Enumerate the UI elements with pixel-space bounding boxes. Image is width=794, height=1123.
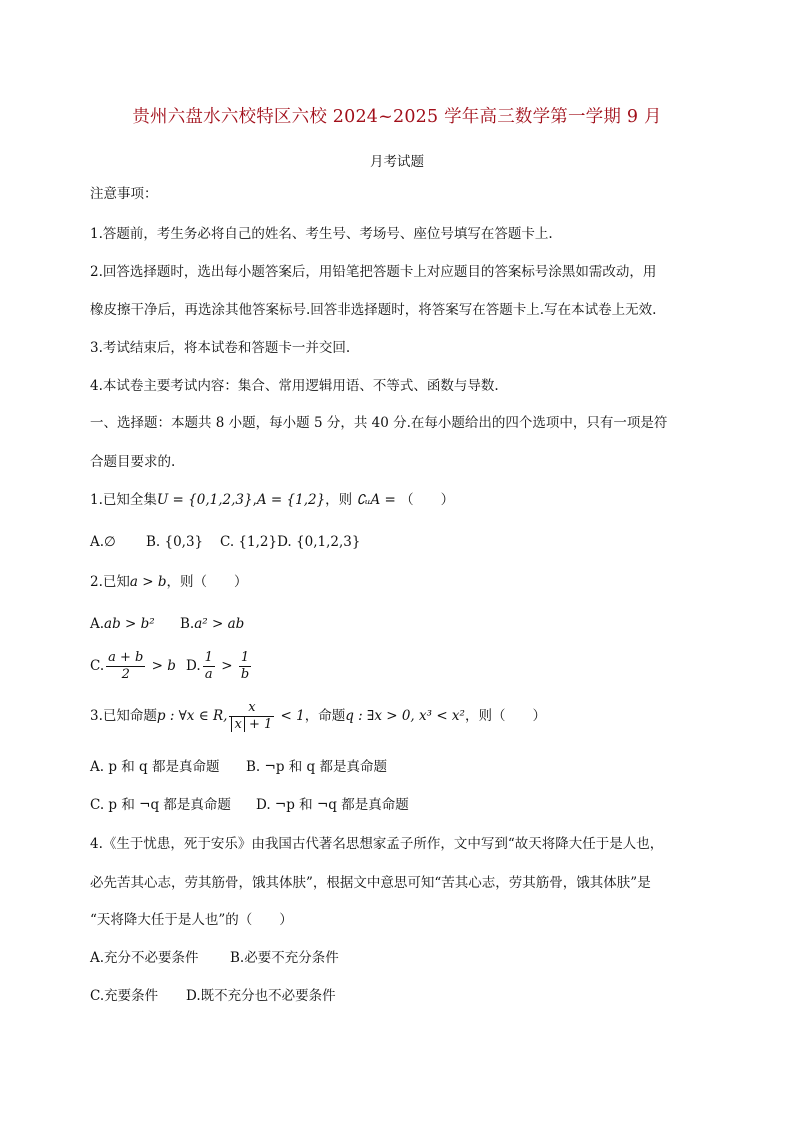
question-4-options-cd xyxy=(90,986,336,1006)
q2-option-d-fraction-2 xyxy=(239,650,251,683)
q2-option-a-label: A. xyxy=(90,616,105,632)
q3-fraction-numerator: x xyxy=(229,700,274,717)
q3-fraction xyxy=(229,700,274,733)
q4-option-b: B.必要不充分条件 xyxy=(230,950,339,966)
q2-option-d-label: D. xyxy=(186,658,201,674)
q2-option-c-rest: > b xyxy=(147,658,176,674)
q2-option-d-numerator-2: 1 xyxy=(239,650,251,667)
exam-title: 贵州六盘水六校特区六校 2024~2025 学年高三数学第一学期 9 月 xyxy=(132,107,662,127)
q2-option-b-expr: a² > ab xyxy=(194,616,245,632)
q1-paren: （ ） xyxy=(400,492,455,508)
q3-denominator-rest: + 1 xyxy=(244,717,273,732)
q2-option-d-numerator-1: 1 xyxy=(204,650,213,665)
q3-abs-x: x xyxy=(231,717,244,732)
q3-proposition-q: q : ∃x > 0, x³ < x² xyxy=(345,708,465,724)
exam-subtitle: 月考试题 xyxy=(370,154,424,170)
q3-p-tail: < 1 xyxy=(276,708,305,724)
q1-option-b: B. {0,3} xyxy=(146,534,204,550)
q2-condition: a > b xyxy=(129,574,167,590)
section1-heading-line2: 合题目要求的. xyxy=(90,454,176,470)
question-1-options xyxy=(90,532,360,552)
q3-option-d: D. ¬p 和 ¬q 都是真命题 xyxy=(256,797,409,813)
question-3-stem xyxy=(90,696,546,736)
section1-heading-line1: 一、选择题：本题共 8 小题，每小题 5 分，共 40 分.在每小题给出的四个选项中，只有一项是符 xyxy=(90,415,668,431)
q2-option-d-denominator-2: b xyxy=(240,667,250,682)
q3-proposition-p: p : ∀x ∈ R, xyxy=(156,708,228,724)
q2-option-d-gt: > xyxy=(216,658,237,674)
notice-item-4: 4.本试卷主要考试内容：集合、常用逻辑用语、不等式、函数与导数. xyxy=(90,378,499,394)
q2-option-d xyxy=(186,646,253,686)
q2-suffix: ，则（ ） xyxy=(166,574,248,590)
notice-item-1: 1.答题前，考生务必将自己的姓名、考生号、考场号、座位号填写在答题卡上. xyxy=(90,226,553,242)
q2-option-c-label: C. xyxy=(90,658,105,674)
q3-fraction-denominator xyxy=(229,717,274,733)
question-4-line2: 必先苦其心志，劳其筋骨，饿其体肤”，根据文中意思可知“苦其心志，劳其筋骨，饿其体肤”是 xyxy=(90,875,651,891)
q3-option-b: B. ¬p 和 q 都是真命题 xyxy=(246,759,387,775)
question-4-line3: “天将降大任于是人也”的（ ） xyxy=(90,912,293,928)
q3-option-c: C. p 和 ¬q 都是真命题 xyxy=(90,797,231,813)
q2-option-b xyxy=(180,614,244,634)
q1-option-a: A.∅ xyxy=(90,534,116,550)
question-3-options-ab xyxy=(90,757,387,777)
question-2-stem xyxy=(90,572,247,592)
q2-option-c xyxy=(90,646,186,686)
question-4-line1: 4.《生于忧患，死于安乐》由我国古代著名思想家孟子所作，文中写到“故天将降大任于是人也， xyxy=(90,836,664,852)
q2-option-d-denominator-1: a xyxy=(204,667,213,682)
notice-item-2-line2: 橡皮擦干净后，再选涂其他答案标号.回答非选择题时，将答案写在答题卡上.写在本试卷上无效. xyxy=(90,302,657,318)
question-2-options-cd xyxy=(90,646,253,686)
notice-item-3: 3.考试结束后，将本试卷和答题卡一并交回. xyxy=(90,340,351,356)
q2-option-c-numerator: a + b xyxy=(108,650,144,665)
q1-mid: ，则 xyxy=(325,492,353,508)
q2-option-a-expr: ab > b² xyxy=(104,616,155,632)
q1-universal-set: U = {0,1,2,3} xyxy=(156,492,253,508)
q1-complement: ∁ᵤA = xyxy=(356,492,396,508)
q2-option-c-denominator: 2 xyxy=(121,667,130,682)
notice-heading: 注意事项： xyxy=(90,186,158,202)
question-2-options-ab xyxy=(90,614,244,634)
q4-option-a: A.充分不必要条件 xyxy=(90,950,199,966)
q2-option-b-label: B. xyxy=(180,616,195,632)
q4-option-c: C.充要条件 xyxy=(90,988,159,1004)
q3-suffix: ，则（ ） xyxy=(464,708,546,724)
question-1-stem: 1.已知全集U = {0,1,2,3},A = {1,2}，则 ∁ᵤA = （ ） xyxy=(90,492,455,508)
q1-prefix: 1.已知全集 xyxy=(90,492,157,508)
q4-option-d: D.既不充分也不必要条件 xyxy=(186,988,336,1004)
q2-option-c-fraction xyxy=(106,650,145,683)
q2-prefix: 2.已知 xyxy=(90,574,130,590)
question-4-options-ab xyxy=(90,948,339,968)
q3-prefix: 3.已知命题 xyxy=(90,708,157,724)
q2-option-d-fraction-1 xyxy=(203,650,215,683)
q3-option-a: A. p 和 q 都是真命题 xyxy=(90,759,220,775)
notice-item-2-line1: 2.回答选择题时，选出每小题答案后，用铅笔把答题卡上对应题目的答案标号涂黑如需改动，用 xyxy=(90,264,657,280)
q1-set-a: A = {1,2} xyxy=(256,492,326,508)
q1-option-d: D. {0,1,2,3} xyxy=(277,534,361,550)
question-3-options-cd xyxy=(90,795,409,815)
q3-mid: ，命题 xyxy=(304,708,346,724)
q1-option-c: C. {1,2} xyxy=(220,534,278,550)
q2-option-a xyxy=(90,614,180,634)
